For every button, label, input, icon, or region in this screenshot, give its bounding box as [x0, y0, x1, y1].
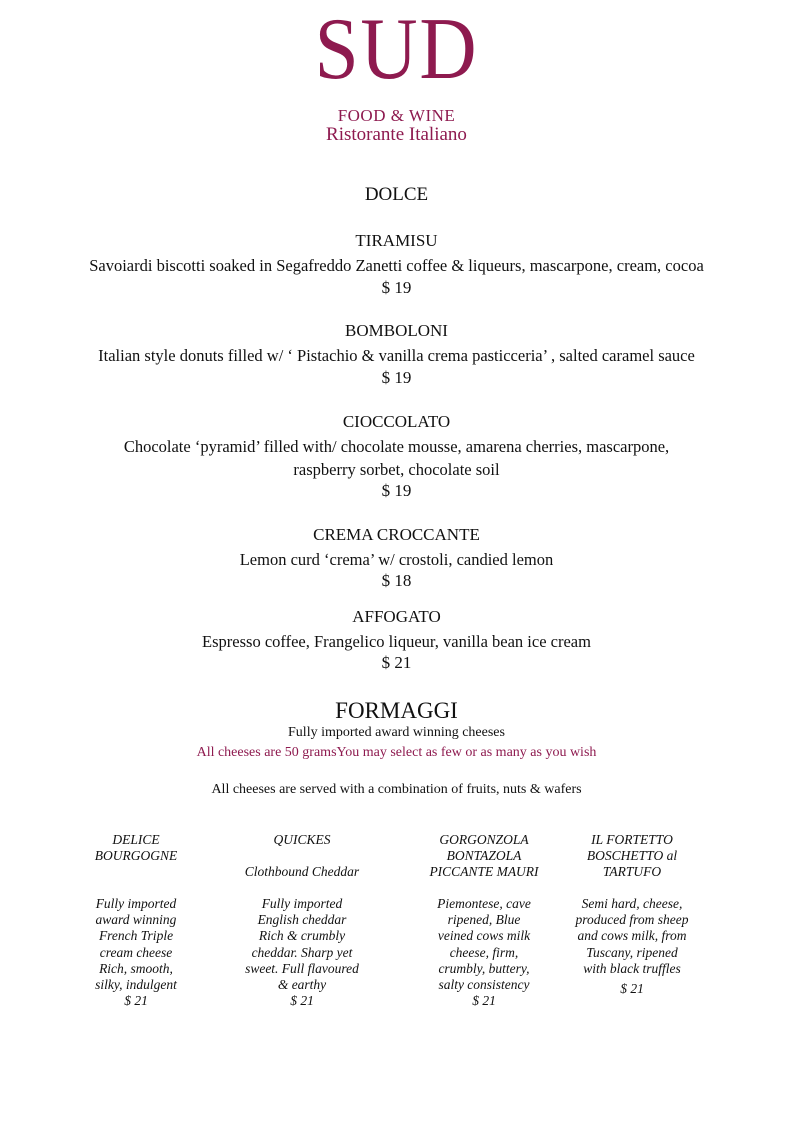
dessert-price: $ 19 [381, 368, 412, 387]
cheese-desc-line: award winning [95, 912, 177, 928]
cheese-desc-line: Rich, smooth, [99, 960, 173, 976]
cheese-name-line: GORGONZOLA [439, 832, 529, 847]
cheese-desc-line: cheese, firm, [449, 944, 519, 960]
tagline: FOOD & WINE [337, 106, 456, 125]
cheese-desc-line: Fully imported [95, 896, 177, 911]
cheese-name-line: QUICKES [273, 832, 331, 847]
cheese-name-line: TARTUFO [602, 864, 662, 880]
cheese-desc [61, 896, 211, 1009]
cheese-desc-line: cream cheese [99, 944, 173, 960]
cheese-desc-line: ripened, Blue [447, 912, 521, 928]
cheese-desc-line: Tuscany, ripened [586, 944, 678, 960]
logo: SUD [314, 1, 479, 98]
dessert-price: $ 18 [381, 571, 412, 590]
dessert-name: BOMBOLONI [345, 321, 448, 340]
cheese-desc [227, 896, 377, 1009]
cheese-name-line: DELICE [112, 832, 160, 847]
dessert-desc: Lemon curd ‘crema’ w/ crostoli, candied lemon [239, 550, 554, 569]
cheese-desc-line: & earthy [277, 977, 327, 993]
cheese-desc [409, 896, 559, 1009]
cheese-subtitle: Clothbound Cheddar [244, 864, 360, 880]
cheese-item [557, 832, 707, 997]
cheese-desc-line: Fully imported [261, 896, 343, 911]
dessert-name: CREMA CROCCANTE [313, 525, 480, 544]
dessert-name: CIOCCOLATO [342, 412, 451, 431]
cheese-desc-line: French Triple [98, 928, 174, 944]
cheese-name-line: IL FORTETTO [591, 832, 673, 847]
cheese-desc-line: Semi hard, cheese, [581, 896, 683, 911]
cheese-price: $ 21 [620, 981, 644, 997]
dessert-price: $ 19 [381, 278, 412, 297]
dessert-desc: Espresso coffee, Frangelico liqueur, vanilla bean ice cream [202, 632, 591, 651]
cheese-desc-line: crumbly, buttery, [438, 960, 530, 976]
dolce-heading: DOLCE [364, 184, 429, 205]
cheese-item [409, 832, 559, 1009]
dessert-name: TIRAMISU [355, 231, 438, 250]
cheese-desc-line: with black truffles [583, 960, 681, 976]
cheese-desc-line: English cheddar [257, 912, 347, 928]
formaggi-subtitle: Fully imported award winning cheeses [288, 725, 505, 740]
cheese-name-line: BOSCHETTO al [586, 848, 678, 864]
cheese-desc-line: salty consistency [438, 977, 530, 993]
dessert-desc: Italian style donuts filled w/ ‘ Pistachio & vanilla crema pasticceria’ , salted caramel sauce [98, 346, 695, 365]
dessert-price: $ 19 [381, 481, 412, 500]
cheese-desc-line: produced from sheep [575, 912, 689, 928]
cheese-item [61, 832, 211, 1009]
cheese-name-line: PICCANTE MAURI [429, 864, 539, 880]
cheese-desc-line: silky, indulgent [95, 977, 177, 993]
dessert-price: $ 21 [381, 653, 412, 672]
cheese-item [227, 832, 377, 1009]
cheese-name-line: BONTAZOLA [446, 848, 522, 864]
subtitle: Ristorante Italiano [326, 124, 467, 145]
cheese-price: $ 21 [290, 993, 314, 1009]
cheese-desc [557, 896, 707, 997]
cheese-desc-line: and cows milk, from [577, 928, 687, 944]
cheese-name-line: BOURGOGNE [94, 848, 178, 864]
cheese-desc-line: sweet. Full flavoured [245, 960, 359, 976]
cheese-price: $ 21 [472, 993, 496, 1009]
dessert-desc: Savoiardi biscotti soaked in Segafreddo Zanetti coffee & liqueurs, mascarpone, cream, cocoa [89, 256, 704, 275]
cheese-desc-line: veined cows milk [437, 928, 531, 944]
formaggi-note: All cheeses are 50 gramsYou may select as few or as many as you wish [196, 745, 597, 760]
cheese-desc-line: cheddar. Sharp yet [251, 944, 353, 960]
dessert-name: AFFOGATO [352, 607, 441, 626]
cheese-price: $ 21 [124, 993, 148, 1009]
formaggi-served-note: All cheeses are served with a combination of fruits, nuts & wafers [211, 782, 582, 797]
dessert-desc: raspberry sorbet, chocolate soil [293, 460, 500, 479]
cheese-desc-line: Piemontese, cave [437, 896, 531, 911]
formaggi-heading: FORMAGGI [335, 698, 458, 723]
dessert-desc: Chocolate ‘pyramid’ filled with/ chocolate mousse, amarena cherries, mascarpone, [123, 437, 670, 456]
cheese-desc-line: Rich & crumbly [258, 928, 346, 944]
